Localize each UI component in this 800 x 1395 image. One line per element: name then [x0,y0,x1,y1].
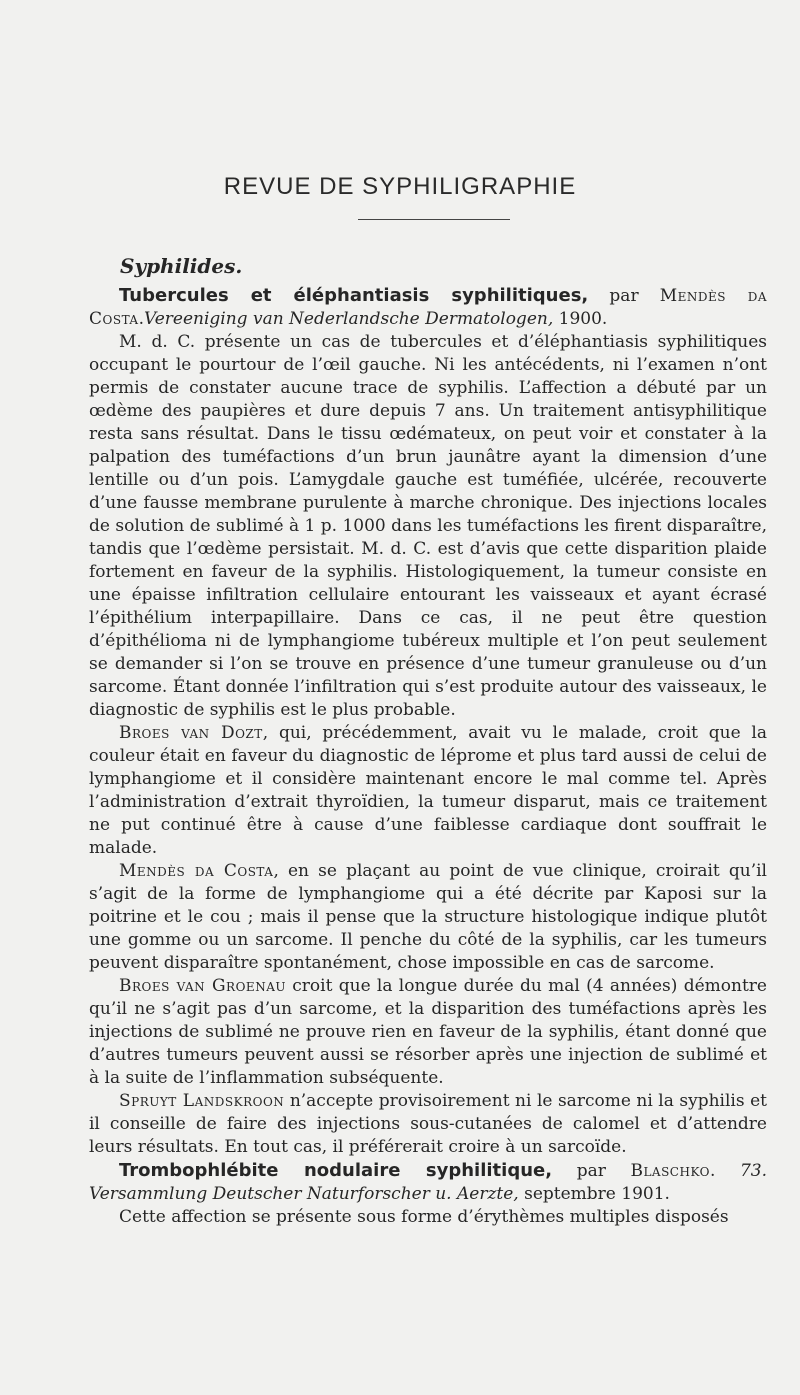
article-2-author-punct: . [709,1161,740,1181]
header-rule [358,219,510,220]
article-2-heading [89,1159,767,1206]
section-title: Syphilides. [120,254,243,278]
article-1-year: 1900. [553,309,608,329]
article-1-heading [89,284,767,331]
paragraph-2 [89,722,767,860]
article-2-title: Trombophlébite nodulaire syphilitique, [119,1160,553,1181]
article-1-par: par [588,286,660,306]
paragraph-4 [89,975,767,1090]
paragraph-3 [89,860,767,975]
article-1-source: Vereeniging van Nederlandsche Dermatologen, [144,309,554,329]
paragraph-2-name: Broes van Dozt [119,723,263,743]
paragraph-5-text: n’accepte provisoirement ni le sarcome ni la syphilis et il conseille de faire des injections sous-cutanées de calomel et d’attendre leurs résultats. En tout cas, il préférerait croire à un sarcoïde. [89,1091,768,1157]
article-2-author: Blaschko [630,1161,710,1181]
article-1-title: Tubercules et éléphantiasis syphilitiques, [119,285,589,306]
article-1-author-punct: . [138,309,144,329]
paragraph-5-name: Spruyt Landskroon [119,1091,285,1111]
paragraph-3-text: , en se plaçant au point de vue clinique, croirait qu’il s’agit de la forme de lymphangiome qui a été décrite par Kaposi sur la poitrine et le cou ; mais il pense que la structure histologique indique plutôt une gomme ou un sarcome. Il penche du côté de la syphilis, car les tumeurs peuvent disparaître spontanément, chose impossible en cas de sarcome. [89,861,767,973]
paragraph-5 [89,1090,767,1159]
article-2-source: 73. Versammlung Deutscher Naturforscher u. Aerzte, [89,1161,768,1204]
page-header: REVUE DE SYPHILIGRAPHIE [223,173,577,200]
paragraph-1: M. d. C. présente un cas de tubercules et d’éléphantiasis syphilitiques occupant le pourtour de l’œil gauche. Ni les antécédents, ni l’examen n’ont permis de constater aucune trace de syphilis. L’affection a débuté par un œdème des paupières et dure depuis 7 ans. Un traitement antisyphilitique resta sans résultat. Dans le tissu œdémateux, on peut voir et constater à la palpation des tuméfactions d’un brun jaunâtre ayant la dimension d’une lentille ou d’un pois. L’amygdale gauche est tuméfiée, ulcérée, recouverte d’une fausse membrane purulente à marche chronique. Des injections locales de solution de sublimé à 1 p. 1000 dans les tuméfactions les firent disparaître, tandis que l’œdème persistait. M. d. C. est d’avis que cette disparition plaide fortement en faveur de la syphilis. Histologiquement, la tumeur consiste en une épaisse infiltration cellulaire entourant les vaisseaux et ayant écrasé l’épithélium interpapillaire. Dans ce cas, il ne peut être question d’épithélioma ni de lymphangiome tubéreux multiple et l’on peut seulement se demander si l’on se trouve en présence d’une tumeur granuleuse ou d’un sarcome. Étant donnée l’infiltration qui s’est produite autour des vaisseaux, le diagnostic de syphilis est le plus probable. [89,332,767,720]
body-text [89,284,767,1229]
article-2-body: Cette affection se présente sous forme d’érythèmes multiples disposés [119,1207,729,1227]
paragraph-4-name: Broes van Groenau [119,976,286,996]
article-2-par: par [552,1161,631,1181]
article-1-author: Mendès da Costa [89,286,767,329]
paragraph-2-text: , qui, précédemment, avait vu le malade, croit que la couleur était en faveur du diagnostic de léprome et plus tard aussi de celui de lymphangiome et il considère maintenant encore le mal comme tel. Après l’administration d’extrait thyroïdien, la tumeur disparut, mais ce traitement ne put continué être à cause d’une faiblesse cardiaque dont souffrait le malade. [89,723,768,858]
article-2-date: septembre 1901. [518,1184,670,1204]
paragraph-4-text: croit que la longue durée du mal (4 années) démontre qu’il ne s’agit pas d’un sarcome, et la disparition des tuméfactions après les injections de sublimé ne prouve rien en faveur de la syphilis, étant donné que d’autres tumeurs peuvent aussi se résorber après une injection de sublimé et à la suite de l’inflammation subséquente. [89,976,767,1088]
paragraph-3-name: Mendès da Costa [119,861,274,881]
